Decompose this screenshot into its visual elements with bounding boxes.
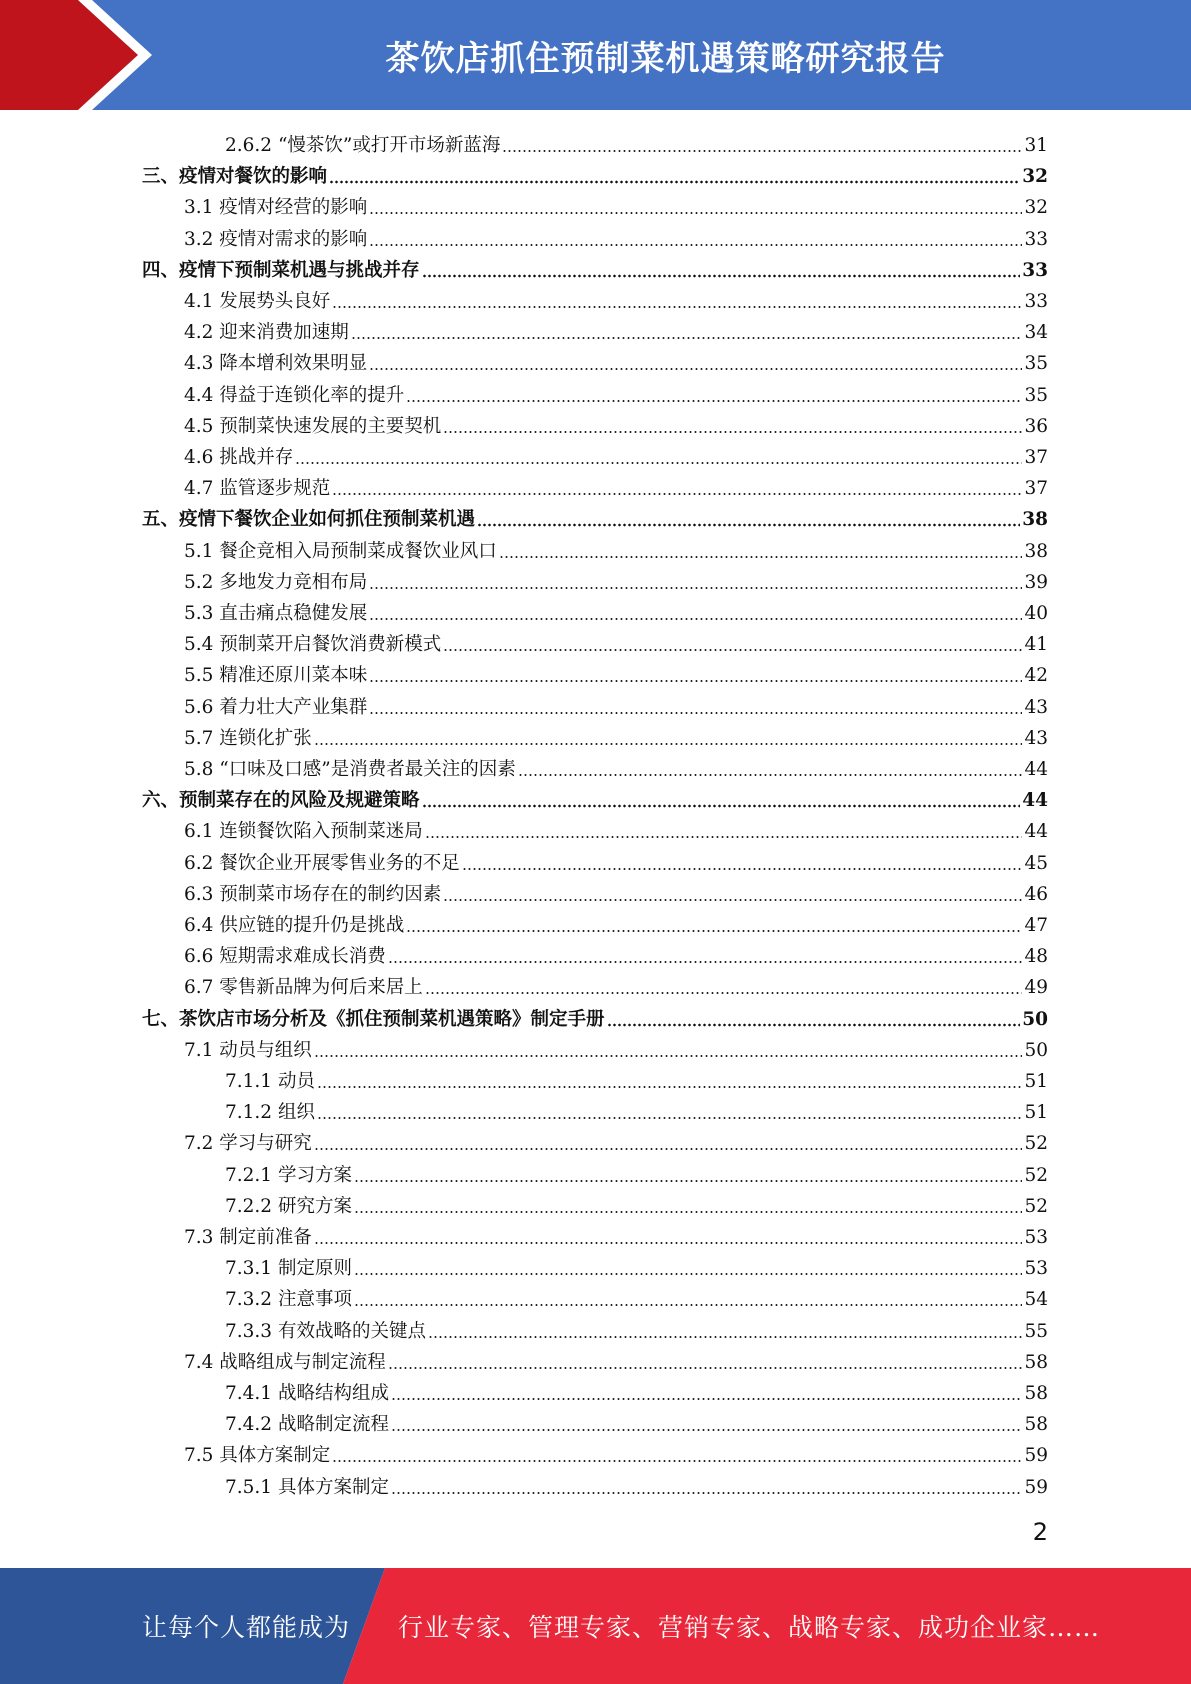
toc-leader-dots	[317, 1085, 1023, 1089]
toc-entry[interactable]	[184, 752, 1048, 783]
toc-leader-dots	[388, 960, 1023, 964]
toc-leader-dots	[428, 1335, 1022, 1339]
toc-entry-label: 7.3.2 注意事项	[225, 1289, 352, 1311]
toc-entry[interactable]	[184, 565, 1048, 596]
toc-entry[interactable]	[225, 1470, 1048, 1501]
toc-entry[interactable]	[225, 1158, 1048, 1189]
toc-entry[interactable]	[184, 814, 1048, 845]
toc-entry-page: 44	[1024, 821, 1048, 843]
toc-entry[interactable]	[184, 409, 1048, 440]
toc-entry-label: 4.5 预制菜快速发展的主要契机	[184, 415, 442, 437]
toc-entry[interactable]	[225, 1282, 1048, 1313]
toc-leader-dots	[391, 1491, 1022, 1495]
toc-entry-page: 32	[1024, 197, 1048, 219]
toc-entry-label: 5.7 连锁化扩张	[184, 727, 312, 749]
toc-entry-page: 59	[1024, 1445, 1048, 1467]
toc-entry-page: 58	[1024, 1383, 1048, 1404]
toc-entry-label: 6.4 供应链的提升仍是挑战	[184, 915, 405, 936]
toc-entry-label: 5.8 “口味及口感”是消费者最关注的因素	[184, 759, 516, 780]
toc-entry-label: 4.3 降本增利效果明显	[184, 353, 368, 375]
toc-entry-page: 39	[1024, 571, 1048, 593]
page-footer	[0, 1568, 1191, 1684]
toc-entry[interactable]	[184, 346, 1048, 377]
toc-leader-dots	[443, 430, 1022, 434]
toc-leader-dots	[369, 211, 1022, 215]
toc-entry-page: 51	[1024, 1102, 1048, 1124]
toc-entry-page: 58	[1024, 1414, 1048, 1436]
toc-entry-label: 4.2 迎来消费加速期	[184, 322, 349, 344]
toc-entry[interactable]	[184, 846, 1048, 877]
toc-entry-label: 五、疫情下餐饮企业如何抓住预制菜机遇	[142, 509, 476, 531]
toc-leader-dots	[369, 367, 1022, 371]
toc-leader-dots	[369, 679, 1022, 683]
toc-entry-label: 7.3.1 制定原则	[225, 1258, 352, 1280]
toc-entry-label: 7.3 制定前准备	[184, 1227, 312, 1248]
toc-leader-dots	[332, 492, 1022, 496]
toc-entry-label: 6.1 连锁餐饮陷入预制菜迷局	[184, 821, 423, 843]
toc-entry-page: 58	[1024, 1351, 1048, 1373]
toc-entry-page: 32	[1022, 166, 1048, 188]
toc-leader-dots	[332, 305, 1022, 309]
toc-entry[interactable]	[184, 1438, 1048, 1469]
toc-entry[interactable]	[184, 1126, 1048, 1157]
toc-leader-dots	[425, 991, 1023, 995]
toc-entry-page: 47	[1024, 915, 1048, 936]
toc-entry-page: 52	[1024, 1133, 1048, 1155]
toc-entry-page: 51	[1024, 1071, 1048, 1092]
toc-entry-page: 43	[1024, 727, 1048, 749]
toc-entry-page: 44	[1024, 759, 1048, 780]
toc-entry[interactable]	[184, 471, 1048, 502]
toc-leader-dots	[329, 180, 1020, 184]
toc-entry[interactable]	[225, 1407, 1048, 1438]
toc-entry-label: 5.6 着力壮大产业集群	[184, 696, 368, 718]
toc-entry-page: 35	[1024, 353, 1048, 375]
footer-expert-list: 行业专家、管理专家、营销专家、战略专家、成功企业家……	[398, 1613, 1101, 1642]
toc-entry[interactable]	[142, 1002, 1048, 1033]
toc-entry-label: 4.4 得益于连锁化率的提升	[184, 384, 405, 406]
toc-entry-page: 38	[1022, 509, 1048, 531]
toc-entry-label: 6.6 短期需求难成长消费	[184, 946, 386, 968]
toc-entry-label: 7.4 战略组成与制定流程	[184, 1351, 386, 1373]
toc-leader-dots	[518, 773, 1023, 777]
toc-entry[interactable]	[184, 877, 1048, 908]
toc-entry-label: 7.2.2 研究方案	[225, 1195, 352, 1217]
toc-entry-page: 37	[1024, 447, 1048, 468]
toc-entry[interactable]	[184, 627, 1048, 658]
toc-entry-label: 7.2.1 学习方案	[225, 1164, 352, 1186]
toc-entry-page: 54	[1024, 1289, 1048, 1311]
toc-leader-dots	[462, 867, 1023, 871]
toc-entry-label: 7.5.1 具体方案制定	[225, 1476, 389, 1498]
toc-entry-page: 49	[1024, 977, 1048, 999]
toc-leader-dots	[332, 1459, 1022, 1463]
toc-leader-dots	[369, 243, 1022, 247]
toc-entry-label: 5.4 预制菜开启餐饮消费新模式	[184, 634, 442, 656]
toc-entry-label: 7.4.1 战略结构组成	[225, 1383, 389, 1404]
toc-entry-page: 50	[1024, 1039, 1048, 1061]
toc-entry[interactable]	[225, 1376, 1048, 1407]
toc-leader-dots	[422, 274, 1021, 278]
toc-leader-dots	[369, 617, 1022, 621]
toc-entry[interactable]	[184, 658, 1048, 689]
toc-entry-page: 50	[1022, 1008, 1048, 1030]
toc-entry-label: 4.6 挑战并存	[184, 447, 294, 468]
toc-entry-label: 七、茶饮店市场分析及《抓住预制菜机遇策略》制定手册	[142, 1008, 605, 1030]
toc-leader-dots	[425, 835, 1023, 839]
toc-entry-label: 2.6.2 “慢茶饮”或打开市场新蓝海	[225, 135, 501, 156]
toc-leader-dots	[477, 523, 1020, 527]
toc-entry-page: 55	[1024, 1320, 1048, 1342]
toc-entry-page: 38	[1024, 540, 1048, 562]
toc-entry-page: 43	[1024, 696, 1048, 718]
toc-entry-page: 44	[1022, 790, 1048, 812]
toc-entry[interactable]	[142, 502, 1048, 533]
toc-entry[interactable]	[184, 284, 1048, 315]
toc-entry-label: 三、疫情对餐饮的影响	[142, 166, 328, 188]
toc-leader-dots	[406, 929, 1022, 933]
toc-leader-dots	[406, 399, 1022, 403]
toc-leader-dots	[351, 336, 1023, 340]
toc-entry[interactable]	[184, 440, 1048, 471]
toc-entry-label: 7.1.2 组织	[225, 1102, 315, 1124]
toc-leader-dots	[607, 1023, 1021, 1027]
toc-entry[interactable]	[184, 1033, 1048, 1064]
toc-entry-page: 41	[1024, 634, 1048, 656]
toc-entry[interactable]	[225, 1251, 1048, 1282]
toc-leader-dots	[354, 1179, 1023, 1183]
toc-entry-page: 48	[1024, 946, 1048, 968]
toc-leader-dots	[314, 1241, 1023, 1245]
toc-entry-label: 7.5 具体方案制定	[184, 1445, 331, 1467]
toc-leader-dots	[295, 461, 1022, 465]
toc-entry-page: 36	[1024, 415, 1048, 437]
toc-entry-page: 52	[1024, 1195, 1048, 1217]
toc-leader-dots	[354, 1272, 1023, 1276]
toc-entry-page: 34	[1024, 322, 1048, 344]
toc-entry-label: 3.2 疫情对需求的影响	[184, 228, 368, 250]
toc-entry-page: 59	[1024, 1476, 1048, 1498]
toc-entry[interactable]	[184, 1345, 1048, 1376]
toc-leader-dots	[422, 804, 1021, 808]
toc-entry-label: 5.2 多地发力竞相布局	[184, 571, 368, 593]
toc-entry-label: 6.7 零售新品牌为何后来居上	[184, 977, 423, 999]
header-arrow-logo	[0, 0, 160, 110]
toc-entry-page: 31	[1024, 135, 1048, 156]
toc-entry[interactable]	[184, 970, 1048, 1001]
toc-entry[interactable]	[184, 908, 1048, 939]
page-number: 2	[1032, 1518, 1048, 1546]
toc-entry-page: 33	[1024, 291, 1048, 312]
toc-entry[interactable]	[184, 315, 1048, 346]
toc-entry-page: 37	[1024, 478, 1048, 500]
toc-entry-label: 5.5 精准还原川菜本味	[184, 665, 368, 687]
toc-entry[interactable]	[225, 1064, 1048, 1095]
toc-entry[interactable]	[184, 222, 1048, 253]
toc-entry[interactable]	[184, 690, 1048, 721]
toc-entry-label: 4.1 发展势头良好	[184, 291, 331, 312]
toc-entry-label: 7.1 动员与组织	[184, 1039, 312, 1061]
toc-entry[interactable]	[184, 190, 1048, 221]
toc-entry[interactable]	[225, 1189, 1048, 1220]
toc-leader-dots	[317, 1116, 1023, 1120]
toc-entry[interactable]	[184, 1220, 1048, 1251]
toc-entry-page: 53	[1024, 1227, 1048, 1248]
toc-entry-label: 5.3 直击痛点稳健发展	[184, 603, 368, 624]
toc-entry[interactable]	[142, 253, 1048, 284]
toc-entry-label: 5.1 餐企竞相入局预制菜成餐饮业风口	[184, 540, 497, 562]
toc-leader-dots	[354, 1210, 1023, 1214]
toc-entry[interactable]	[184, 596, 1048, 627]
toc-entry-page: 35	[1024, 384, 1048, 406]
toc-entry-label: 6.2 餐饮企业开展零售业务的不足	[184, 852, 460, 874]
toc-leader-dots	[314, 1147, 1023, 1151]
toc-entry[interactable]	[142, 159, 1048, 190]
toc-entry-label: 6.3 预制菜市场存在的制约因素	[184, 883, 442, 905]
toc-entry-label: 四、疫情下预制菜机遇与挑战并存	[142, 259, 420, 281]
toc-leader-dots	[314, 1054, 1023, 1058]
toc-entry-label: 六、预制菜存在的风险及规避策略	[142, 790, 420, 812]
toc-entry-page: 33	[1022, 259, 1048, 281]
toc-entry-label: 3.1 疫情对经营的影响	[184, 197, 368, 219]
toc-entry-page: 46	[1024, 883, 1048, 905]
toc-entry[interactable]	[142, 783, 1048, 814]
toc-leader-dots	[443, 648, 1022, 652]
toc-entry[interactable]	[184, 939, 1048, 970]
toc-leader-dots	[354, 1303, 1023, 1307]
toc-leader-dots	[391, 1428, 1022, 1432]
toc-entry-label: 7.2 学习与研究	[184, 1133, 312, 1155]
toc-entry[interactable]	[225, 128, 1048, 159]
toc-entry[interactable]	[184, 721, 1048, 752]
toc-entry-page: 52	[1024, 1164, 1048, 1186]
toc-entry[interactable]	[225, 1095, 1048, 1126]
page-header	[0, 0, 1191, 110]
footer-slogan: 让每个人都能成为	[142, 1613, 351, 1642]
toc-entry[interactable]	[225, 1314, 1048, 1345]
toc-leader-dots	[388, 1366, 1023, 1370]
toc-entry-page: 33	[1024, 228, 1048, 250]
toc-entry-page: 42	[1024, 665, 1048, 687]
toc-entry[interactable]	[184, 534, 1048, 565]
toc-entry[interactable]	[184, 378, 1048, 409]
toc-entry-page: 40	[1024, 603, 1048, 624]
toc-leader-dots	[499, 555, 1023, 559]
toc-entry-label: 7.4.2 战略制定流程	[225, 1414, 389, 1436]
toc-leader-dots	[314, 742, 1023, 746]
toc-leader-dots	[391, 1397, 1022, 1401]
toc-entry-page: 53	[1024, 1258, 1048, 1280]
toc-entry-label: 7.1.1 动员	[225, 1071, 315, 1092]
report-title: 茶饮店抓住预制菜机遇策略研究报告	[385, 38, 946, 79]
toc-entry-label: 4.7 监管逐步规范	[184, 478, 331, 500]
toc-leader-dots	[369, 586, 1022, 590]
toc-entry-label: 7.3.3 有效战略的关键点	[225, 1320, 426, 1342]
toc-leader-dots	[369, 711, 1022, 715]
toc-leader-dots	[502, 149, 1022, 153]
toc-entry-page: 45	[1024, 852, 1048, 874]
toc-leader-dots	[443, 898, 1022, 902]
